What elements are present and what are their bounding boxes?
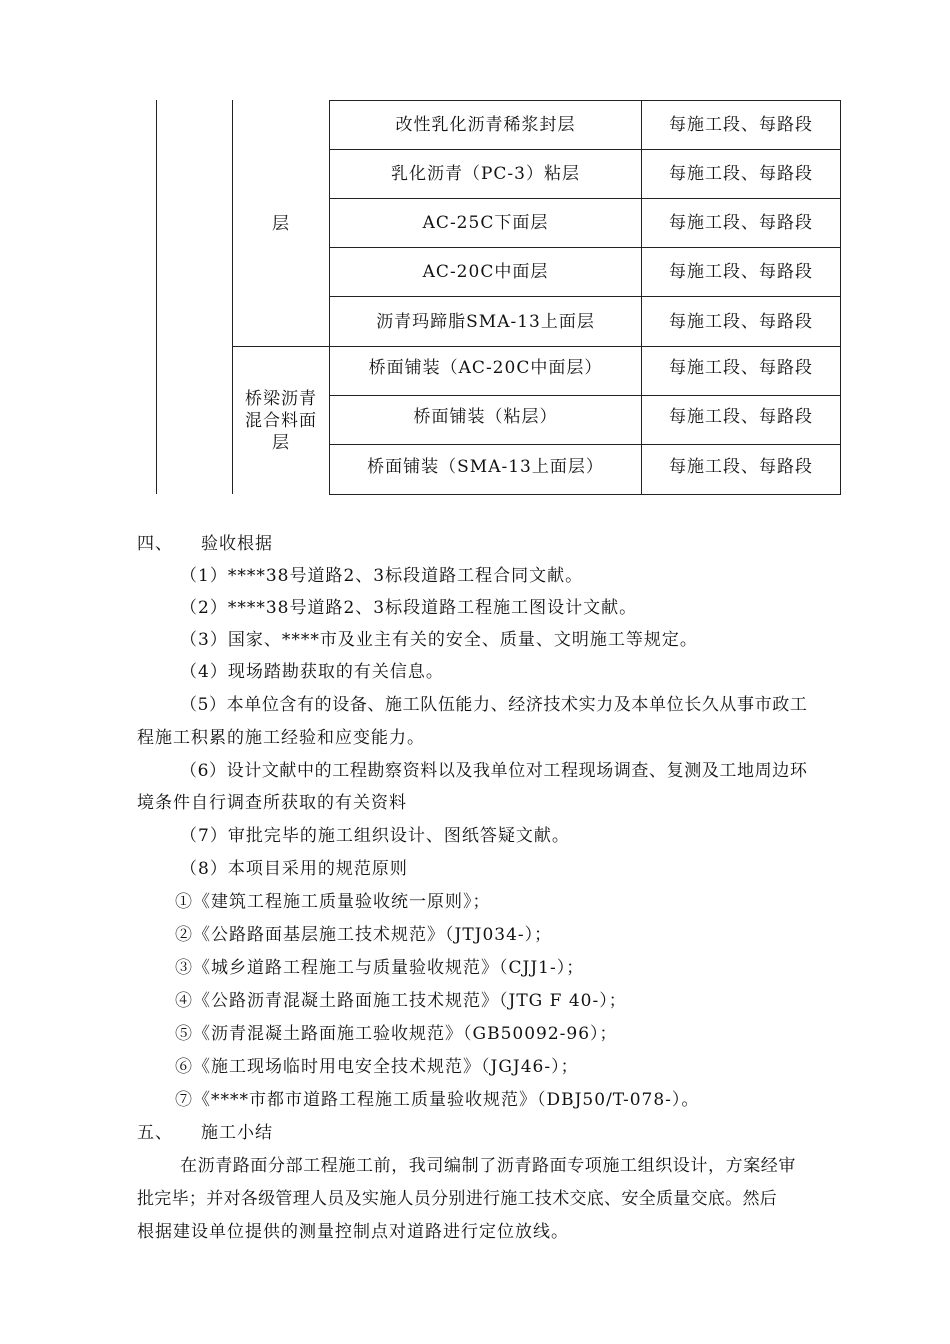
table-cell-item xyxy=(330,297,641,346)
item-text: 乳化沥青（PC-3）粘层 xyxy=(390,164,580,184)
section-title: 验收根据 xyxy=(201,534,273,554)
list-item: （2）****38号道路2、3标段道路工程施工图设计文献。 xyxy=(180,598,638,618)
table-border xyxy=(156,100,157,494)
table-cell-frequency xyxy=(642,347,840,389)
table-cell-frequency xyxy=(642,101,840,149)
section-number: 四、 xyxy=(137,534,173,554)
item-text: 改性乳化沥青稀浆封层 xyxy=(395,115,576,135)
group-label-line: 桥梁沥青 xyxy=(245,388,317,409)
frequency-text: 每施工段、每路段 xyxy=(669,311,813,332)
list-item: （4）现场踏勘获取的有关信息。 xyxy=(180,662,444,682)
table-cell-item xyxy=(330,199,641,247)
list-item: （7）审批完毕的施工组织设计、图纸答疑文献。 xyxy=(180,826,570,846)
frequency-text: 每施工段、每路段 xyxy=(669,262,813,282)
standard-item: ⑦《****市都市道路工程施工质量验收规范》（DBJ50/T-078-）。 xyxy=(175,1090,700,1110)
standard-item: ③《城乡道路工程施工与质量验收规范》（CJJ1-）； xyxy=(175,958,585,978)
table-cell-frequency xyxy=(642,297,840,346)
group-label-pavement-layer xyxy=(233,101,329,346)
table-border xyxy=(329,494,841,495)
frequency-text: 每施工段、每路段 xyxy=(669,457,813,477)
group-label-text: 层 xyxy=(272,213,290,234)
frequency-text: 每施工段、每路段 xyxy=(669,407,813,427)
frequency-text: 每施工段、每路段 xyxy=(669,164,813,184)
list-item-continuation: 境条件自行调查所获取的有关资料 xyxy=(137,793,407,813)
frequency-text: 每施工段、每路段 xyxy=(669,213,813,233)
table-cell-item xyxy=(330,347,641,389)
group-label-bridge-layer xyxy=(233,347,329,494)
paragraph-line: 批完毕；并对各级管理人员及实施人员分别进行施工技术交底、安全质量交底。然后 xyxy=(137,1189,778,1209)
table-cell-frequency xyxy=(642,199,840,247)
paragraph-line: 在沥青路面分部工程施工前，我司编制了沥青路面专项施工组织设计，方案经审 xyxy=(180,1156,796,1176)
table-cell-item xyxy=(330,248,641,296)
list-item: （6）设计文献中的工程勘察资料以及我单位对工程现场调查、复测及工地周边环 xyxy=(180,761,808,781)
frequency-text: 每施工段、每路段 xyxy=(669,115,813,135)
list-item: （3）国家、****市及业主有关的安全、质量、文明施工等规定。 xyxy=(180,630,698,650)
table-cell-frequency xyxy=(642,445,840,489)
standard-item: ⑥《施工现场临时用电安全技术规范》（JGJ46-）； xyxy=(175,1057,579,1077)
item-text: 桥面铺装（AC-20C中面层） xyxy=(368,358,603,378)
section-title: 施工小结 xyxy=(201,1123,273,1143)
frequency-text: 每施工段、每路段 xyxy=(669,358,813,378)
section-heading-5 xyxy=(137,1122,273,1144)
item-text: 桥面铺装（粘层） xyxy=(413,407,558,427)
item-text: 桥面铺装（SMA-13上面层） xyxy=(367,457,604,477)
list-item-continuation: 程施工积累的施工经验和应变能力。 xyxy=(137,728,425,748)
list-item: （8）本项目采用的规范原则 xyxy=(180,859,408,879)
group-label-line: 混合料面 xyxy=(245,410,317,431)
table-cell-item xyxy=(330,396,641,438)
standard-item: ①《建筑工程施工质量验收统一原则》； xyxy=(175,892,491,912)
inspection-table xyxy=(0,0,950,520)
table-border xyxy=(840,100,841,494)
item-text: 沥青玛蹄脂SMA-13上面层 xyxy=(376,311,595,332)
standard-item: ⑤《沥青混凝土路面施工验收规范》（GB50092-96）； xyxy=(175,1024,618,1044)
section-heading-4 xyxy=(137,533,273,555)
item-text: AC-20C中面层 xyxy=(422,262,549,282)
item-text: AC-25C下面层 xyxy=(422,213,549,233)
standard-item: ④《公路沥青混凝土路面施工技术规范》（JTG F 40-）； xyxy=(175,991,627,1011)
table-cell-item xyxy=(330,445,641,489)
table-cell-frequency xyxy=(642,248,840,296)
table-cell-frequency xyxy=(642,150,840,198)
section-number: 五、 xyxy=(137,1123,173,1143)
table-cell-item xyxy=(330,150,641,198)
paragraph-line: 根据建设单位提供的测量控制点对道路进行定位放线。 xyxy=(137,1222,569,1242)
group-label-line: 层 xyxy=(272,432,290,453)
table-cell-item xyxy=(330,101,641,149)
table-cell-frequency xyxy=(642,396,840,438)
list-item: （1）****38号道路2、3标段道路工程合同文献。 xyxy=(180,566,584,586)
list-item: （5）本单位含有的设备、施工队伍能力、经济技术实力及本单位长久从事市政工 xyxy=(180,695,808,715)
standard-item: ②《公路路面基层施工技术规范》（JTJ034-）； xyxy=(175,925,553,945)
